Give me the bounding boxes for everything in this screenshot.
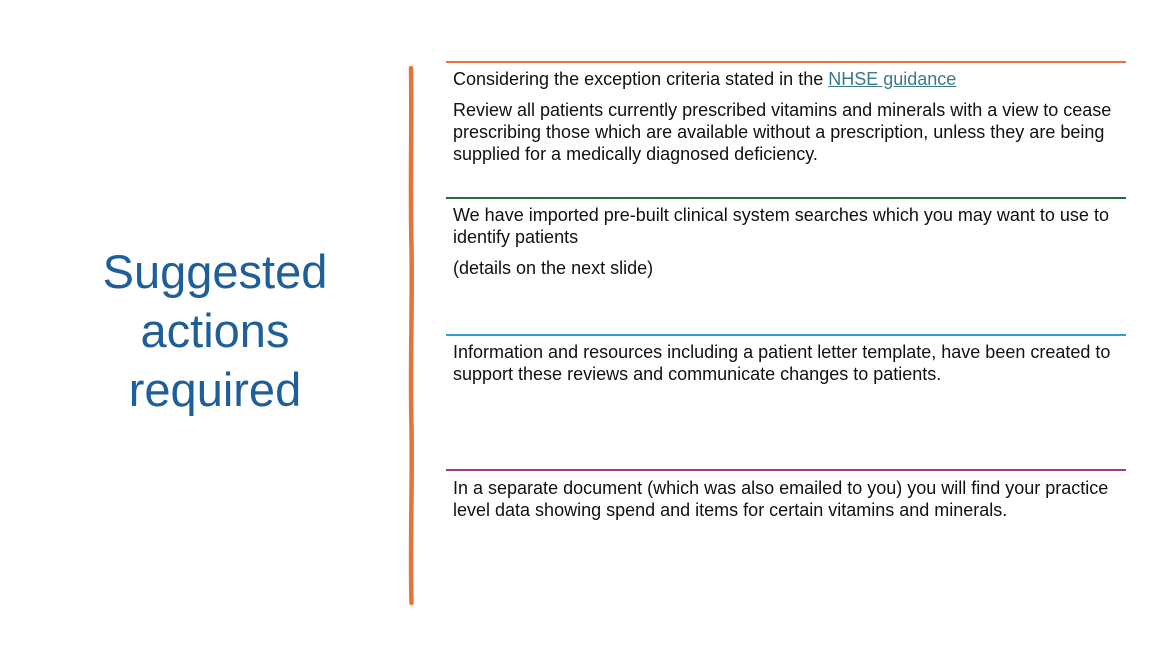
searches-text: We have imported pre-built clinical system searches which you may want to use to identify patients xyxy=(453,205,1109,247)
practice-data-text: In a separate document (which was also emailed to you) you will find your practice level data showing spend and items for certain vitamins and minerals. xyxy=(453,478,1109,520)
action-section-practice-data xyxy=(446,469,1126,521)
slide-title xyxy=(60,242,370,419)
action-section-resources xyxy=(446,334,1126,385)
title-line-3: required xyxy=(128,363,302,416)
title-line-2: actions xyxy=(140,304,290,357)
resources-text: Information and resources including a patient letter template, have been created to support these reviews and communicate changes to patients. xyxy=(453,342,1111,384)
vertical-divider xyxy=(406,66,416,606)
action-section-searches xyxy=(446,197,1126,279)
nhse-guidance-link[interactable]: NHSE guidance xyxy=(828,69,957,89)
action-section-guidance xyxy=(446,61,1126,165)
review-patients-text: Review all patients currently prescribed vitamins and minerals with a view to cease prescribing those which are available without a prescription, unless they are being supplied for a medically diagnosed deficiency. xyxy=(453,100,1112,164)
details-note-text: (details on the next slide) xyxy=(453,258,654,278)
guidance-intro-text xyxy=(453,68,1120,90)
guidance-intro: Considering the exception criteria stated in the xyxy=(453,69,829,89)
title-line-1: Suggested xyxy=(102,245,328,298)
